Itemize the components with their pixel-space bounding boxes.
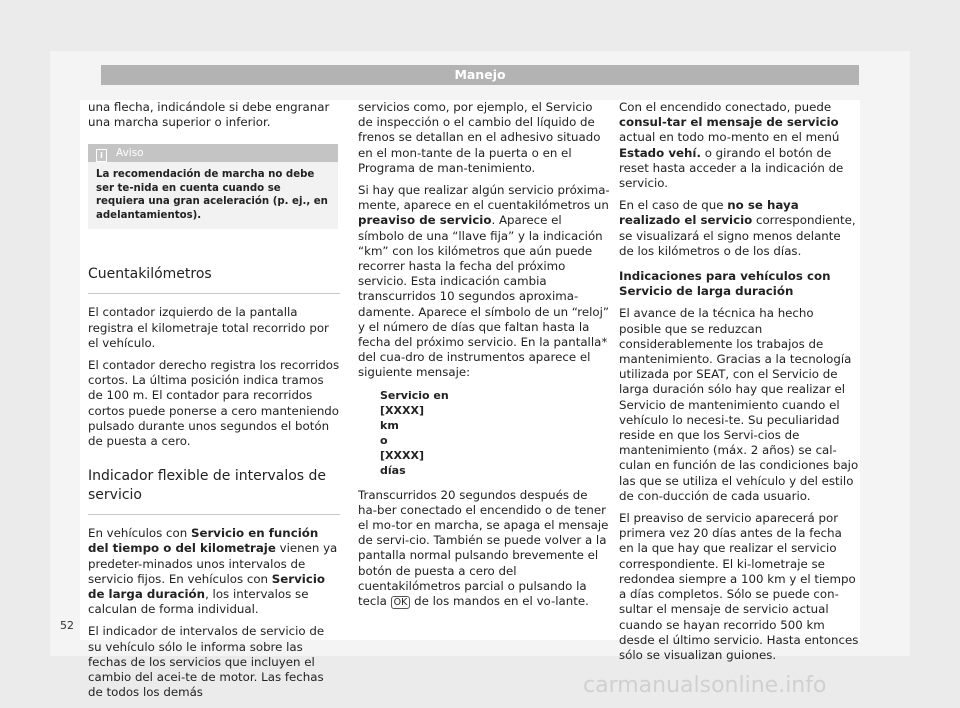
section-title-cuentakilometros: Cuentakilómetros <box>88 265 340 294</box>
subheading: Indicaciones para vehículos con Servicio de larga duración <box>619 269 831 299</box>
display-line: o <box>380 433 388 447</box>
page-number: 52 <box>60 619 74 632</box>
column-middle <box>358 100 610 616</box>
display-line: [XXXX] <box>380 403 424 417</box>
column-right <box>619 100 859 670</box>
paragraph: servicios como, por ejemplo, el Servicio de inspección o el cambio del líquido de frenos se detallan en el adhesivo situado en el mon-tante de la puerta o en el Programa de man-tenimiento. <box>358 100 601 175</box>
paragraph: Con el encendido conectado, puede consul-tar el mensaje de servicio actual en todo mo-mento en el menú Estado vehí. o girando el botón de reset hasta acceder a la indicación de servicio. <box>619 100 844 191</box>
paragraph: Transcurridos 20 segundos después de ha-ber conectado el encendido o de tener el mo-tor en marcha, se apaga el mensaje de servi-cio. También se puede volver a la pantalla normal pulsando brevemente el botón de puesta a cero del cuentakilómetros parcial o pulsando la tecla OK de los mandos en el vo-lante. <box>358 487 609 609</box>
paragraph: Si hay que realizar algún servicio próxima-mente, aparece en el cuentakilómetros un preaviso de servicio. Aparece el símbolo de una “llave fija” y la indicación “km” con los kilómetros que aún puede recorrer hasta la fecha del próximo servicio. Esta indicación cambia transcurridos 10 segundos aproxima-damente. Aparece el símbolo de un “reloj” y el número de días que faltan hasta la fecha del próximo servicio. En la pantalla* del cua-dro de instrumentos aparece el siguiente mensaje: <box>358 183 610 380</box>
paragraph: El indicador de intervalos de servicio de su vehículo sólo le informa sobre las fechas de los servicios que incluyen el cambio del acei-te de motor. Las fechas de todos los demás <box>88 624 325 700</box>
info-icon: i <box>96 149 107 162</box>
paragraph: El avance de la técnica ha hecho posible que se reduzcan considerablemente los trabajos de mantenimiento. Gracias a la tecnología utilizada por SEAT, con el Servicio de larga duración sólo hay que realizar el Servicio de mantenimiento cuando el vehículo lo necesi-te. Su peculiaridad reside en que los Servi-cios de mantenimiento (máx. 2 años) se cal-culan en función de las condiciones bajo las que se utiliza el vehículo y del estilo de con-ducción de cada usuario. <box>619 306 859 503</box>
notice-box <box>88 144 338 229</box>
display-message <box>380 388 610 478</box>
display-line: km <box>380 418 399 432</box>
ok-key-icon: OK <box>391 596 411 609</box>
paragraph: En el caso de que no se haya realizado el servicio correspondiente, se visualizará el signo menos delante de los kilómetros o de los días. <box>619 198 856 258</box>
watermark: carmanualsonline.info <box>583 673 827 698</box>
notice-label: Aviso <box>116 147 144 160</box>
display-line: Servicio en <box>380 388 449 402</box>
paragraph: El preaviso de servicio aparecerá por primera vez 20 días antes de la fecha en la que hay que realizar el servicio correspondiente. El ki-lometraje se redondea siempre a 100 km y el tiempo a días completos. Sólo se puede con-sultar el mensaje de servicio actual cuando se hayan recorrido 500 km desde el último servicio. Hasta entonces sólo se visualizan guiones. <box>619 511 859 662</box>
column-left <box>88 100 340 707</box>
paragraph: El contador derecho registra los recorridos cortos. La última posición indica tramos de 100 m. El contador para recorridos cortos puede ponerse a cero manteniendo pulsado durante unos segundos el botón de puesta a cero. <box>88 358 340 449</box>
display-line: [XXXX] <box>380 448 424 462</box>
display-line: días <box>380 463 406 477</box>
paragraph: El contador izquierdo de la pantalla registra el kilometraje total recorrido por el vehículo. <box>88 305 329 350</box>
chapter-header: Manejo <box>101 65 859 85</box>
section-title-indicador: Indicador flexible de intervalos de servicio <box>88 467 340 515</box>
paragraph: En vehículos con Servicio en función del tiempo o del kilometraje vienen ya predeter-minados unos intervalos de servicio fijos. En vehículos con Servicio de larga duración, los intervalos se calculan de forma individual. <box>88 526 338 617</box>
intro-paragraph: una flecha, indicándole si debe engranar una marcha superior o inferior. <box>88 100 330 130</box>
notice-text: La recomendación de marcha no debe ser te-nida en cuenta cuando se requiera una gran aceleración (p. ej., en adelantamientos). <box>96 169 328 221</box>
notice-header <box>88 144 338 162</box>
